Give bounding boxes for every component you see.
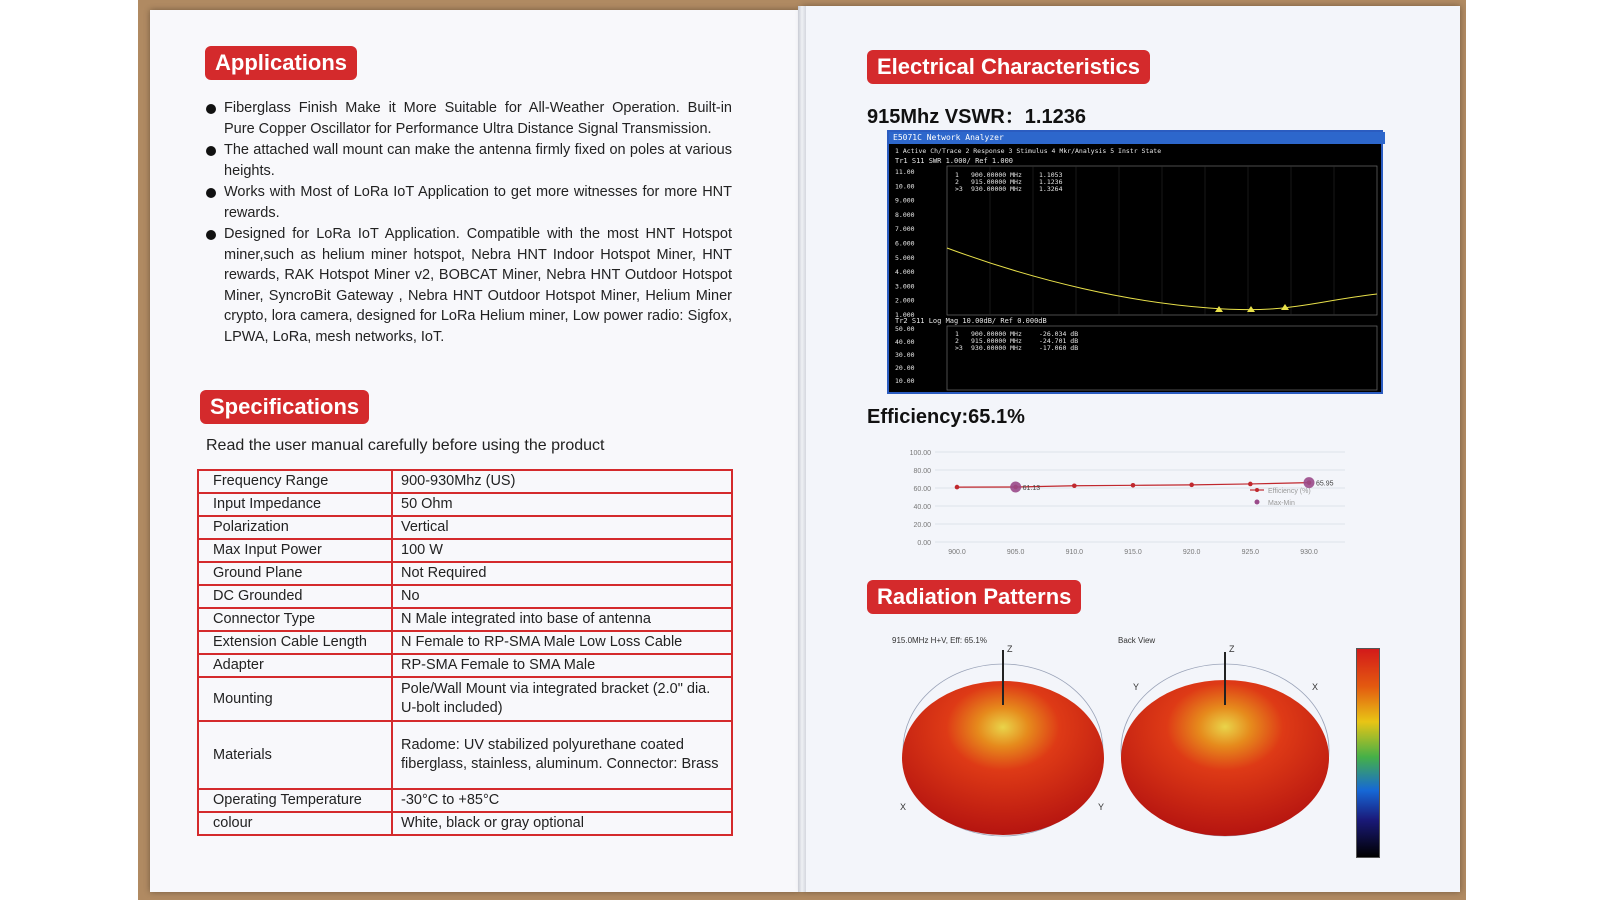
bullet-icon bbox=[206, 104, 216, 114]
spec-value: Pole/Wall Mount via integrated bracket (2.0" dia. U-bolt included) bbox=[392, 677, 732, 721]
spec-key: Connector Type bbox=[198, 608, 392, 631]
bullet-icon bbox=[206, 188, 216, 198]
marker-freq: 915.00000 MHz bbox=[971, 337, 1022, 345]
table-row bbox=[198, 493, 732, 516]
tick-label: 9.000 bbox=[895, 196, 915, 205]
list-item: Works with Most of LoRa IoT Application to get more witnesses for more HNT rewards. bbox=[206, 182, 732, 223]
data-point bbox=[1248, 482, 1253, 487]
axis-x-label: X bbox=[1312, 682, 1319, 692]
spec-value: 50 Ohm bbox=[392, 493, 732, 516]
data-label: 61.13 bbox=[1022, 484, 1041, 492]
tick-label: 4.000 bbox=[895, 268, 915, 277]
table-row bbox=[198, 631, 732, 654]
spec-value: Radome: UV stabilized polyurethane coated fiberglass, stainless, aluminum. Connector: Brass bbox=[392, 721, 732, 789]
network-analyzer-screenshot bbox=[887, 130, 1383, 394]
page-fold bbox=[798, 6, 806, 892]
x-tick-label: 925.0 bbox=[1241, 549, 1260, 556]
spec-value: N Female to RP-SMA Male Low Loss Cable bbox=[392, 631, 732, 654]
spec-value: N Male integrated into base of antenna bbox=[392, 608, 732, 631]
axis-z-label: Z bbox=[1007, 644, 1013, 654]
spec-value: Not Required bbox=[392, 562, 732, 585]
axis-y-label: Y bbox=[1133, 682, 1140, 692]
spec-key: Input Impedance bbox=[198, 493, 392, 516]
tick-label: 11.00 bbox=[895, 168, 915, 176]
spec-key: Polarization bbox=[198, 516, 392, 539]
y-tick-label: 80.00 bbox=[913, 468, 931, 475]
data-point bbox=[1189, 483, 1194, 488]
y-tick-label: 40.00 bbox=[913, 504, 931, 511]
data-label: 65.95 bbox=[1316, 480, 1334, 488]
vswr-title: 915Mhz VSWR：1.1236 bbox=[867, 106, 1086, 128]
max-min-point bbox=[1304, 477, 1315, 488]
legend-entry: Efficiency (%) bbox=[1268, 488, 1311, 495]
marker-value: -24.701 dB bbox=[1039, 337, 1079, 345]
marker-value: 1.1236 bbox=[1039, 178, 1063, 186]
table-row bbox=[198, 721, 732, 789]
legend-marker bbox=[1255, 500, 1260, 505]
analyzer-menu: 1 Active Ch/Trace 2 Response 3 Stimulus 4 Mkr/Analysis 5 Instr State bbox=[895, 147, 1162, 155]
x-tick-label: 915.0 bbox=[1124, 549, 1142, 556]
marker-id: 2 bbox=[955, 178, 959, 186]
applications-heading: Applications bbox=[205, 46, 357, 80]
table-row bbox=[198, 470, 732, 493]
tick-label: 50.00 bbox=[895, 325, 915, 333]
marker-id: >3 bbox=[955, 185, 963, 193]
radiation-caption-left: 915.0MHz H+V, Eff: 65.1% bbox=[892, 636, 987, 645]
table-row bbox=[198, 562, 732, 585]
tick-label: 20.00 bbox=[895, 364, 915, 372]
analyzer-titlebar: E5071C Network Analyzer bbox=[889, 132, 1385, 144]
list-item: Fiberglass Finish Make it More Suitable for All-Weather Operation. Built-in Pure Copper Oscillator for Performance Ultra Distance Signal Transmission. bbox=[206, 98, 732, 139]
axis-y-label: Y bbox=[1098, 802, 1105, 812]
spec-key: Frequency Range bbox=[198, 470, 392, 493]
color-scale-bar bbox=[1356, 648, 1380, 858]
spec-key: Extension Cable Length bbox=[198, 631, 392, 654]
marker-id: >3 bbox=[955, 344, 963, 352]
tick-label: 40.00 bbox=[895, 338, 915, 346]
y-tick-label: 0.00 bbox=[917, 540, 931, 547]
spec-key: Mounting bbox=[198, 677, 392, 721]
trace1-header: Tr1 S11 SWR 1.000/ Ref 1.000 bbox=[895, 157, 1014, 165]
radiation-caption-right: Back View bbox=[1118, 636, 1156, 645]
list-item: The attached wall mount can make the antenna firmly fixed on poles at various heights. bbox=[206, 140, 732, 181]
data-point bbox=[1131, 483, 1136, 488]
analyzer-display bbox=[889, 132, 1381, 392]
y-tick-label: 100.00 bbox=[909, 450, 931, 457]
spec-key: Operating Temperature bbox=[198, 789, 392, 812]
spec-value: RP-SMA Female to SMA Male bbox=[392, 654, 732, 677]
axis-z-label: Z bbox=[1229, 644, 1235, 654]
list-item: Designed for LoRa IoT Application. Compatible with the most HNT Hotspot miner,such as helium miner hotspot, Nebra HNT Indoor Hotspot Miner, HNT rewards, RAK Hotspot Miner v2, BOBCAT Miner, Nebra HNT Outdoor Hotspot Miner, SyncroBit Gateway , Nebra HNT Outdoor Hotspot Miner, Helium Miner crypto, lora camera, designed for LoRa Helium miner, Low power radio: Sigfox, LPWA, LoRa, mesh networks, IoT. bbox=[206, 224, 732, 347]
marker-value: 1.1053 bbox=[1039, 171, 1063, 179]
tick-label: 1.000 bbox=[895, 311, 915, 319]
trace2-header: Tr2 S11 Log Mag 10.00dB/ Ref 0.000dB bbox=[895, 317, 1047, 325]
marker-value: -17.060 dB bbox=[1039, 344, 1079, 352]
tick-label: 10.00 bbox=[895, 377, 915, 385]
manual-note: Read the user manual carefully before using the product bbox=[206, 437, 605, 454]
marker-value: -26.034 dB bbox=[1039, 330, 1079, 338]
applications-list bbox=[206, 98, 732, 348]
marker-id: 1 bbox=[955, 171, 959, 179]
spec-value: 100 W bbox=[392, 539, 732, 562]
marker-value: 1.3264 bbox=[1039, 185, 1063, 193]
spec-key: Adapter bbox=[198, 654, 392, 677]
marker-freq: 915.00000 MHz bbox=[971, 178, 1022, 186]
x-tick-label: 920.0 bbox=[1182, 549, 1201, 556]
spec-value: Vertical bbox=[392, 516, 732, 539]
bullet-icon bbox=[206, 146, 216, 156]
table-row bbox=[198, 789, 732, 812]
x-tick-label: 910.0 bbox=[1065, 549, 1084, 556]
x-tick-label: 900.0 bbox=[948, 549, 966, 556]
table-row bbox=[198, 812, 732, 835]
tick-label: 3.000 bbox=[895, 282, 915, 291]
spec-value: 900-930Mhz (US) bbox=[392, 470, 732, 493]
radiation-lobe-front bbox=[900, 644, 1104, 836]
y-tick-label: 20.00 bbox=[913, 522, 931, 529]
data-point bbox=[1072, 483, 1077, 488]
radiation-heading: Radiation Patterns bbox=[867, 580, 1081, 614]
spec-value: -30°C to +85°C bbox=[392, 789, 732, 812]
table-row bbox=[198, 539, 732, 562]
marker-id: 2 bbox=[955, 337, 959, 345]
spec-value: No bbox=[392, 585, 732, 608]
bullet-icon bbox=[206, 230, 216, 240]
axis-x-label: X bbox=[900, 802, 907, 812]
spec-key: Ground Plane bbox=[198, 562, 392, 585]
marker-freq: 900.00000 MHz bbox=[971, 330, 1022, 338]
table-row bbox=[198, 516, 732, 539]
marker-freq: 930.00000 MHz bbox=[971, 185, 1022, 193]
spec-key: colour bbox=[198, 812, 392, 835]
tick-label: 8.000 bbox=[895, 210, 915, 219]
electrical-heading: Electrical Characteristics bbox=[867, 50, 1150, 84]
tick-label: 6.000 bbox=[895, 239, 915, 248]
table-row bbox=[198, 654, 732, 677]
tick-label: 5.000 bbox=[895, 253, 915, 262]
y-tick-label: 60.00 bbox=[913, 486, 931, 493]
marker-freq: 900.00000 MHz bbox=[971, 171, 1022, 179]
marker-id: 1 bbox=[955, 330, 959, 338]
specifications-heading: Specifications bbox=[200, 390, 369, 424]
x-tick-label: 930.0 bbox=[1300, 549, 1318, 556]
radiation-pattern-3d bbox=[890, 630, 1410, 860]
data-point bbox=[955, 485, 960, 490]
max-min-point bbox=[1010, 481, 1021, 492]
tick-label: 2.000 bbox=[895, 296, 915, 305]
x-tick-label: 905.0 bbox=[1006, 549, 1025, 556]
efficiency-title: Efficiency:65.1% bbox=[867, 406, 1025, 428]
tick-label: 10.00 bbox=[895, 182, 915, 191]
specifications-table bbox=[197, 469, 733, 836]
table-row bbox=[198, 608, 732, 631]
spec-value: White, black or gray optional bbox=[392, 812, 732, 835]
spec-key: Max Input Power bbox=[198, 539, 392, 562]
efficiency-chart bbox=[905, 444, 1355, 564]
legend-entry: Max-Min bbox=[1268, 500, 1295, 507]
table-row bbox=[198, 677, 732, 721]
spec-key: Materials bbox=[198, 721, 392, 789]
legend-marker bbox=[1255, 488, 1259, 492]
spec-key: DC Grounded bbox=[198, 585, 392, 608]
table-row bbox=[198, 585, 732, 608]
marker-freq: 930.00000 MHz bbox=[971, 344, 1022, 352]
tick-label: 30.00 bbox=[895, 351, 915, 359]
radiation-lobe-back bbox=[1121, 644, 1329, 836]
tick-label: 7.000 bbox=[895, 225, 915, 234]
